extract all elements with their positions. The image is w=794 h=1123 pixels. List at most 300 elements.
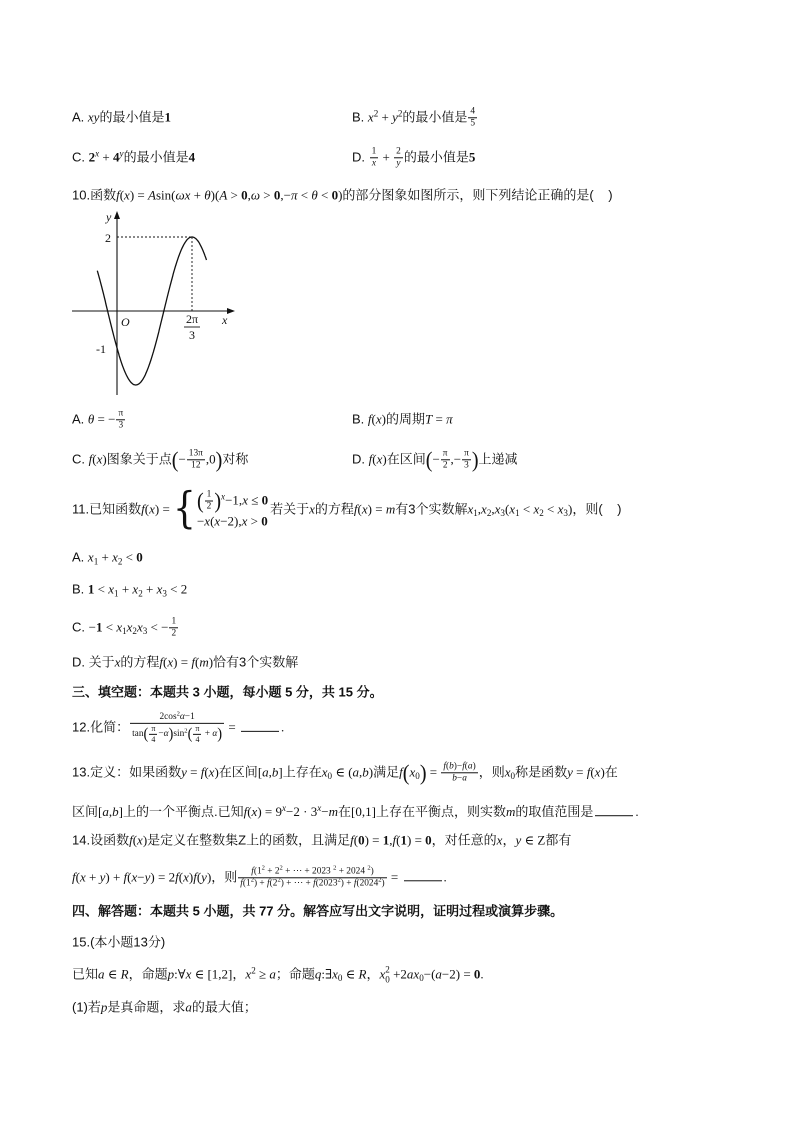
math-symbols: ( [446,761,450,772]
math-number: 0 [261,492,269,508]
math-symbols: ( [178,869,184,885]
fraction-numerator [130,712,224,724]
math-symbols: sin( [155,187,176,203]
math-variable: T [425,411,433,427]
fraction-numerator: π [441,448,450,460]
fraction [441,761,477,784]
math-symbols: ) [382,451,387,467]
fraction [468,106,477,129]
math-symbols: ( [464,761,468,772]
math-symbols: , [491,501,495,517]
math-symbols: + [378,109,393,125]
superscript: 2 [373,108,379,119]
text-run: 的最小值是 [402,109,468,125]
math-symbols: ) = 2 [150,869,176,885]
fraction-numerator: 2 [394,146,403,158]
y-max-label: 2 [105,231,111,245]
text-run: 的方程 [120,654,160,670]
fraction-numerator: π [195,724,200,734]
math-symbols: −1 [184,711,195,722]
math-variable: x [131,869,138,885]
text-run: 都有 [545,832,572,848]
math-variable: f [200,764,205,780]
text-run: B. [72,581,88,597]
math-variable: f [350,832,354,848]
math-variable: y [181,764,187,780]
math-number: 0 [473,966,481,982]
math-number: 4 [113,149,120,165]
fraction [116,408,125,431]
math-variable: x [481,501,487,517]
math-variable: x [367,109,374,125]
math-variable: y [99,869,106,885]
math-symbols: ) [206,869,212,885]
large-parenthesis: ( [171,447,179,473]
math-symbols: ( [396,832,401,848]
math-variable: f [72,869,76,885]
math-symbols: ) [567,501,573,517]
math-variable: f [251,866,254,877]
math-symbols: ( [372,451,377,467]
q15-stem [72,965,484,984]
subscript: 3 [563,508,568,519]
math-symbols: , [268,764,272,780]
text-run: C. [72,149,89,165]
math-variable: x [496,832,503,848]
math-variable: α [212,729,218,740]
math-variable: R [120,966,129,982]
text-run: 上存在 [282,764,322,780]
math-variable: x [332,966,338,982]
math-variable: ω [250,187,261,203]
fraction [370,146,379,169]
math-variable: x [214,513,221,529]
math-symbols: = [432,411,447,427]
math-variable: x [504,764,511,780]
math-variable: f [353,878,357,889]
math-variable: b [362,764,369,780]
large-parenthesis: ) [419,760,427,786]
math-variable: x [379,966,386,982]
math-variable: a [102,803,109,819]
math-variable: y [144,869,151,885]
math-symbols: − [321,803,329,819]
math-number: 0 [358,832,365,848]
superscript: 2 [184,727,188,735]
subscript: 3 [142,626,148,637]
superscript: x [221,491,226,502]
math-variable: f [392,832,397,848]
math-symbols: − [137,869,145,885]
math-variable: y [567,764,573,780]
math-symbols: −2) = [441,966,474,982]
text-run: 上存在平衡点，则实数 [375,803,506,819]
x-axis-arrow-icon [227,308,235,314]
text-run: 已知 [72,966,99,982]
math-symbols: ( [210,513,215,529]
math-variable: x [183,869,189,885]
math-symbols: ) + [340,878,354,889]
math-variable: b [112,803,119,819]
text-run: 在 [338,803,352,819]
subscript: 0 [419,973,424,984]
text-run: D. [352,149,369,165]
math-symbols: ) + ⋯ + [280,878,314,889]
math-symbols: . [480,966,484,982]
text-run: A. [72,549,88,565]
x-axis-label: x [222,313,228,327]
subscript: 1 [122,626,127,637]
y-axis-arrow-icon [114,211,120,219]
text-run: 的最小值是 [403,149,469,165]
math-variable: x [87,549,94,565]
math-variable: x [245,966,252,982]
math-symbols: (1 [253,866,262,877]
superscript: 2 [251,965,256,976]
math-symbols: ( [163,654,168,670]
q10-option-b [352,412,453,429]
math-variable: x [376,451,383,467]
superscript: x [95,148,100,159]
math-symbols: − [196,513,205,529]
large-parenthesis: ( [425,447,433,473]
math-number: 0 [331,187,339,203]
text-run: 有3个实数解 [395,501,468,517]
subscript: 1 [473,508,478,519]
subscript: 2 [486,508,492,519]
math-variable: x [149,501,155,517]
math-variable: x [251,803,258,819]
math-symbols: (2 [269,878,278,889]
math-symbols: ( [127,869,132,885]
math-variable: x [494,501,501,517]
text-run: 13.定义：如果函数 [72,764,182,780]
superscript: 2 [250,876,254,884]
math-variable: m [505,803,516,819]
math-symbols: . [280,719,285,735]
math-symbols: + [118,581,133,597]
piecewise-row [197,513,268,531]
large-parenthesis: ) [215,447,223,473]
superscript: x [282,802,287,813]
subscript: 3 [162,588,167,599]
math-variable: x [241,513,248,529]
math-symbols: , [389,832,393,848]
math-symbols: ∈ Z [521,832,546,848]
math-symbols: > [260,187,274,203]
fraction-denominator: x [371,158,377,169]
fraction-denominator [130,724,224,744]
fraction [193,724,201,744]
math-variable: f [240,878,243,889]
math-variable: f [116,187,120,203]
math-symbols: ) = [406,832,426,848]
text-run: C. [72,451,89,467]
math-variable: f [399,764,403,780]
text-run: 在 [604,764,618,780]
math-variable: x [594,764,601,780]
fraction-numerator: 1 [370,146,379,158]
math-variable: x [167,654,174,670]
subscript: 1 [93,556,99,567]
text-run: 若关于 [270,501,310,517]
fraction-denominator: 12 [191,460,201,471]
text-run: 10.函数 [72,187,117,203]
subscript: 0 [337,973,343,984]
math-variable: p [100,999,108,1015]
q9-option-b [352,106,478,129]
q13-stem-line-1 [72,761,618,784]
math-variable: f [123,869,128,885]
text-run: ；命题 [275,966,315,982]
math-variable: x [509,501,516,517]
q11-option-c [72,616,179,639]
math-variable: x [124,187,130,203]
text-run: 15.(本小题13分) [72,934,166,950]
math-variable: a [269,966,276,982]
math-symbols: = [426,764,441,780]
fraction-denominator: 2 [442,460,448,471]
math-variable: xy [87,109,100,125]
math-symbols: ) = [173,654,192,670]
q10-option-c [72,448,248,471]
math-symbols: > [227,187,242,203]
large-parenthesis: ( [143,724,149,743]
x-tick-numerator: 2π [185,312,199,326]
text-run: B. [352,411,368,427]
q15-part-1 [72,1000,257,1017]
math-variable: f [175,869,179,885]
subscript: 0 [415,771,420,782]
fraction-denominator: 2 [206,501,212,512]
subscript: 2 [132,626,137,637]
text-run: ， [502,832,516,848]
math-symbols: ) [102,451,107,467]
math-variable: y [515,832,522,848]
math-symbols: + [85,869,100,885]
math-number: 0 [273,187,281,203]
math-number: 2 [88,149,96,165]
math-variable: x [112,549,118,565]
math-variable: x [361,501,368,517]
math-symbols: +2 [389,966,407,982]
math-symbols: −( [423,966,436,982]
math-variable: x [242,492,248,508]
q14-stem-line-1 [72,833,571,850]
fraction-numerator [441,761,477,773]
q11-option-a [72,550,143,567]
math-symbols: :∃ [321,966,333,982]
fraction [187,448,205,471]
fraction-numerator: 1 [205,490,214,502]
large-parenthesis: ( [187,724,193,743]
math-symbols: ( [371,411,376,427]
math-variable: f [129,832,133,848]
text-run: ，则 [211,869,238,885]
math-symbols: ) [188,869,194,885]
math-variable: a [406,966,414,982]
math-symbols: )− [453,761,463,772]
math-variable: x [413,966,420,982]
math-symbols: tan [132,729,144,740]
fraction-numerator: 13π [187,448,205,460]
piecewise-rows [197,490,268,531]
math-variable: x [114,654,121,670]
text-run: 14.设函数 [72,832,130,848]
q9-option-a [72,110,171,127]
superscript: 2 [367,864,371,872]
math-symbols: −2), [220,513,242,529]
math-variable: b [449,761,454,772]
math-variable: f [368,451,373,467]
fraction-denominator: y [396,158,401,169]
section-heading-text: 三、填空题：本题共 3 小题，每小题 5 分，共 15 分。 [72,684,383,700]
fraction [149,724,157,744]
math-symbols: ( [247,803,252,819]
math-variable: m [385,501,396,517]
math-symbols: ( [196,869,202,885]
q14-stem-line-2 [72,866,447,889]
text-run: 的周期 [386,411,426,427]
math-symbols: ( [92,451,97,467]
math-symbols: ( [590,764,595,780]
fraction-numerator: 4 [468,106,477,118]
math-symbols: (2024 [356,878,379,889]
math-symbols: [0,1] [351,803,376,819]
math-symbols: (2023 [315,878,338,889]
math-variable: x [79,869,86,885]
text-run: 上的一个平衡点.已知 [122,803,244,819]
math-symbols: < [94,581,109,597]
fraction-denominator: 4 [195,734,200,744]
fraction-numerator: π [462,448,471,460]
text-run: 对称 [222,451,249,467]
math-variable: f [353,501,358,517]
math-variable: x [156,581,163,597]
math-symbols: + [202,729,213,740]
math-variable: f [191,654,195,670]
math-symbols: < 2 [166,581,188,597]
math-symbols: ≤ [247,492,262,508]
fraction-numerator: π [116,408,125,420]
superscript: 2 [385,964,390,975]
math-variable: α [163,729,169,740]
math-number: 0 [136,549,143,565]
text-run: 的最小值是 [99,109,165,125]
math-variable: f [443,761,446,772]
math-variable: R [358,966,367,982]
math-symbols: = − [94,411,116,427]
math-number: 0 [241,187,248,203]
math-number: 0 [261,513,268,529]
fraction [441,448,450,471]
answer-blank [241,719,279,732]
subscript: 0 [385,974,390,984]
text-run: ， [366,966,380,982]
fraction-numerator: 1 [169,616,178,628]
math-variable: x [409,764,416,780]
math-symbols: , [359,764,363,780]
fraction [394,146,403,169]
math-variable: x [126,619,133,635]
math-symbols: ) [600,764,605,780]
piecewise-definition [173,484,269,534]
fraction-denominator: 3 [464,460,469,471]
math-variable: x [108,581,115,597]
math-symbols: = [225,719,239,735]
math-symbols: ) [368,764,374,780]
math-symbols: < − [147,619,169,635]
math-symbols: ) [472,761,476,772]
math-symbols: ∈ [104,966,121,982]
math-symbols: + [190,187,205,203]
math-symbols: , [477,501,482,517]
math-symbols: + [379,149,394,165]
math-variable: A [148,187,156,203]
math-symbols: ( [132,832,138,848]
math-variable: a [98,966,105,982]
math-symbols: = [572,764,587,780]
q13-stem-line-2 [72,803,639,821]
math-variable: x [467,501,474,517]
text-run: 恰有3个实数解 [213,654,299,670]
text-run: 的方程 [314,501,354,517]
math-symbols: ∈ ( [332,764,353,780]
math-symbols: ,− [280,187,291,203]
math-symbols: ( [357,501,362,517]
math-variable: a [185,999,192,1015]
math-symbols: ≥ [255,966,270,982]
math-variable: α [179,711,185,722]
math-variable: x [533,501,540,517]
math-symbols: :∀ [174,966,186,982]
math-variable: y [392,109,398,125]
math-symbols: = [186,764,201,780]
math-symbols: < [543,501,558,517]
math-symbols: ) [370,866,374,877]
fraction-denominator: 2 [171,628,177,639]
q15-title [72,935,165,952]
subscript: 2 [138,588,143,599]
math-symbols: ) = [129,187,148,203]
subscript: 1 [515,508,520,519]
math-symbols: < [102,619,117,635]
text-run: B. [352,109,368,125]
math-variable: ωx [175,187,191,203]
fraction-denominator: 5 [470,118,476,129]
fraction [130,712,224,744]
q10-option-a [72,408,126,431]
math-symbols: ) + [253,878,268,889]
math-variable: b [271,764,279,780]
math-symbols: − [432,451,440,467]
math-variable: f [243,803,248,819]
q11-option-b [72,582,187,599]
text-run: 上递减 [478,451,518,467]
fraction [238,866,386,889]
fraction-denominator: 3 [118,420,124,431]
text-run: D. 关于 [72,654,115,670]
math-symbols: ) [338,187,343,203]
math-variable: p [167,966,175,982]
math-symbols: + [98,549,113,565]
large-parenthesis: ) [217,724,223,743]
math-variable: m [199,654,209,670]
superscript: 2 [378,876,382,884]
q9-option-d [352,146,475,169]
text-run: ，则 [478,764,505,780]
math-variable: b [452,773,457,784]
